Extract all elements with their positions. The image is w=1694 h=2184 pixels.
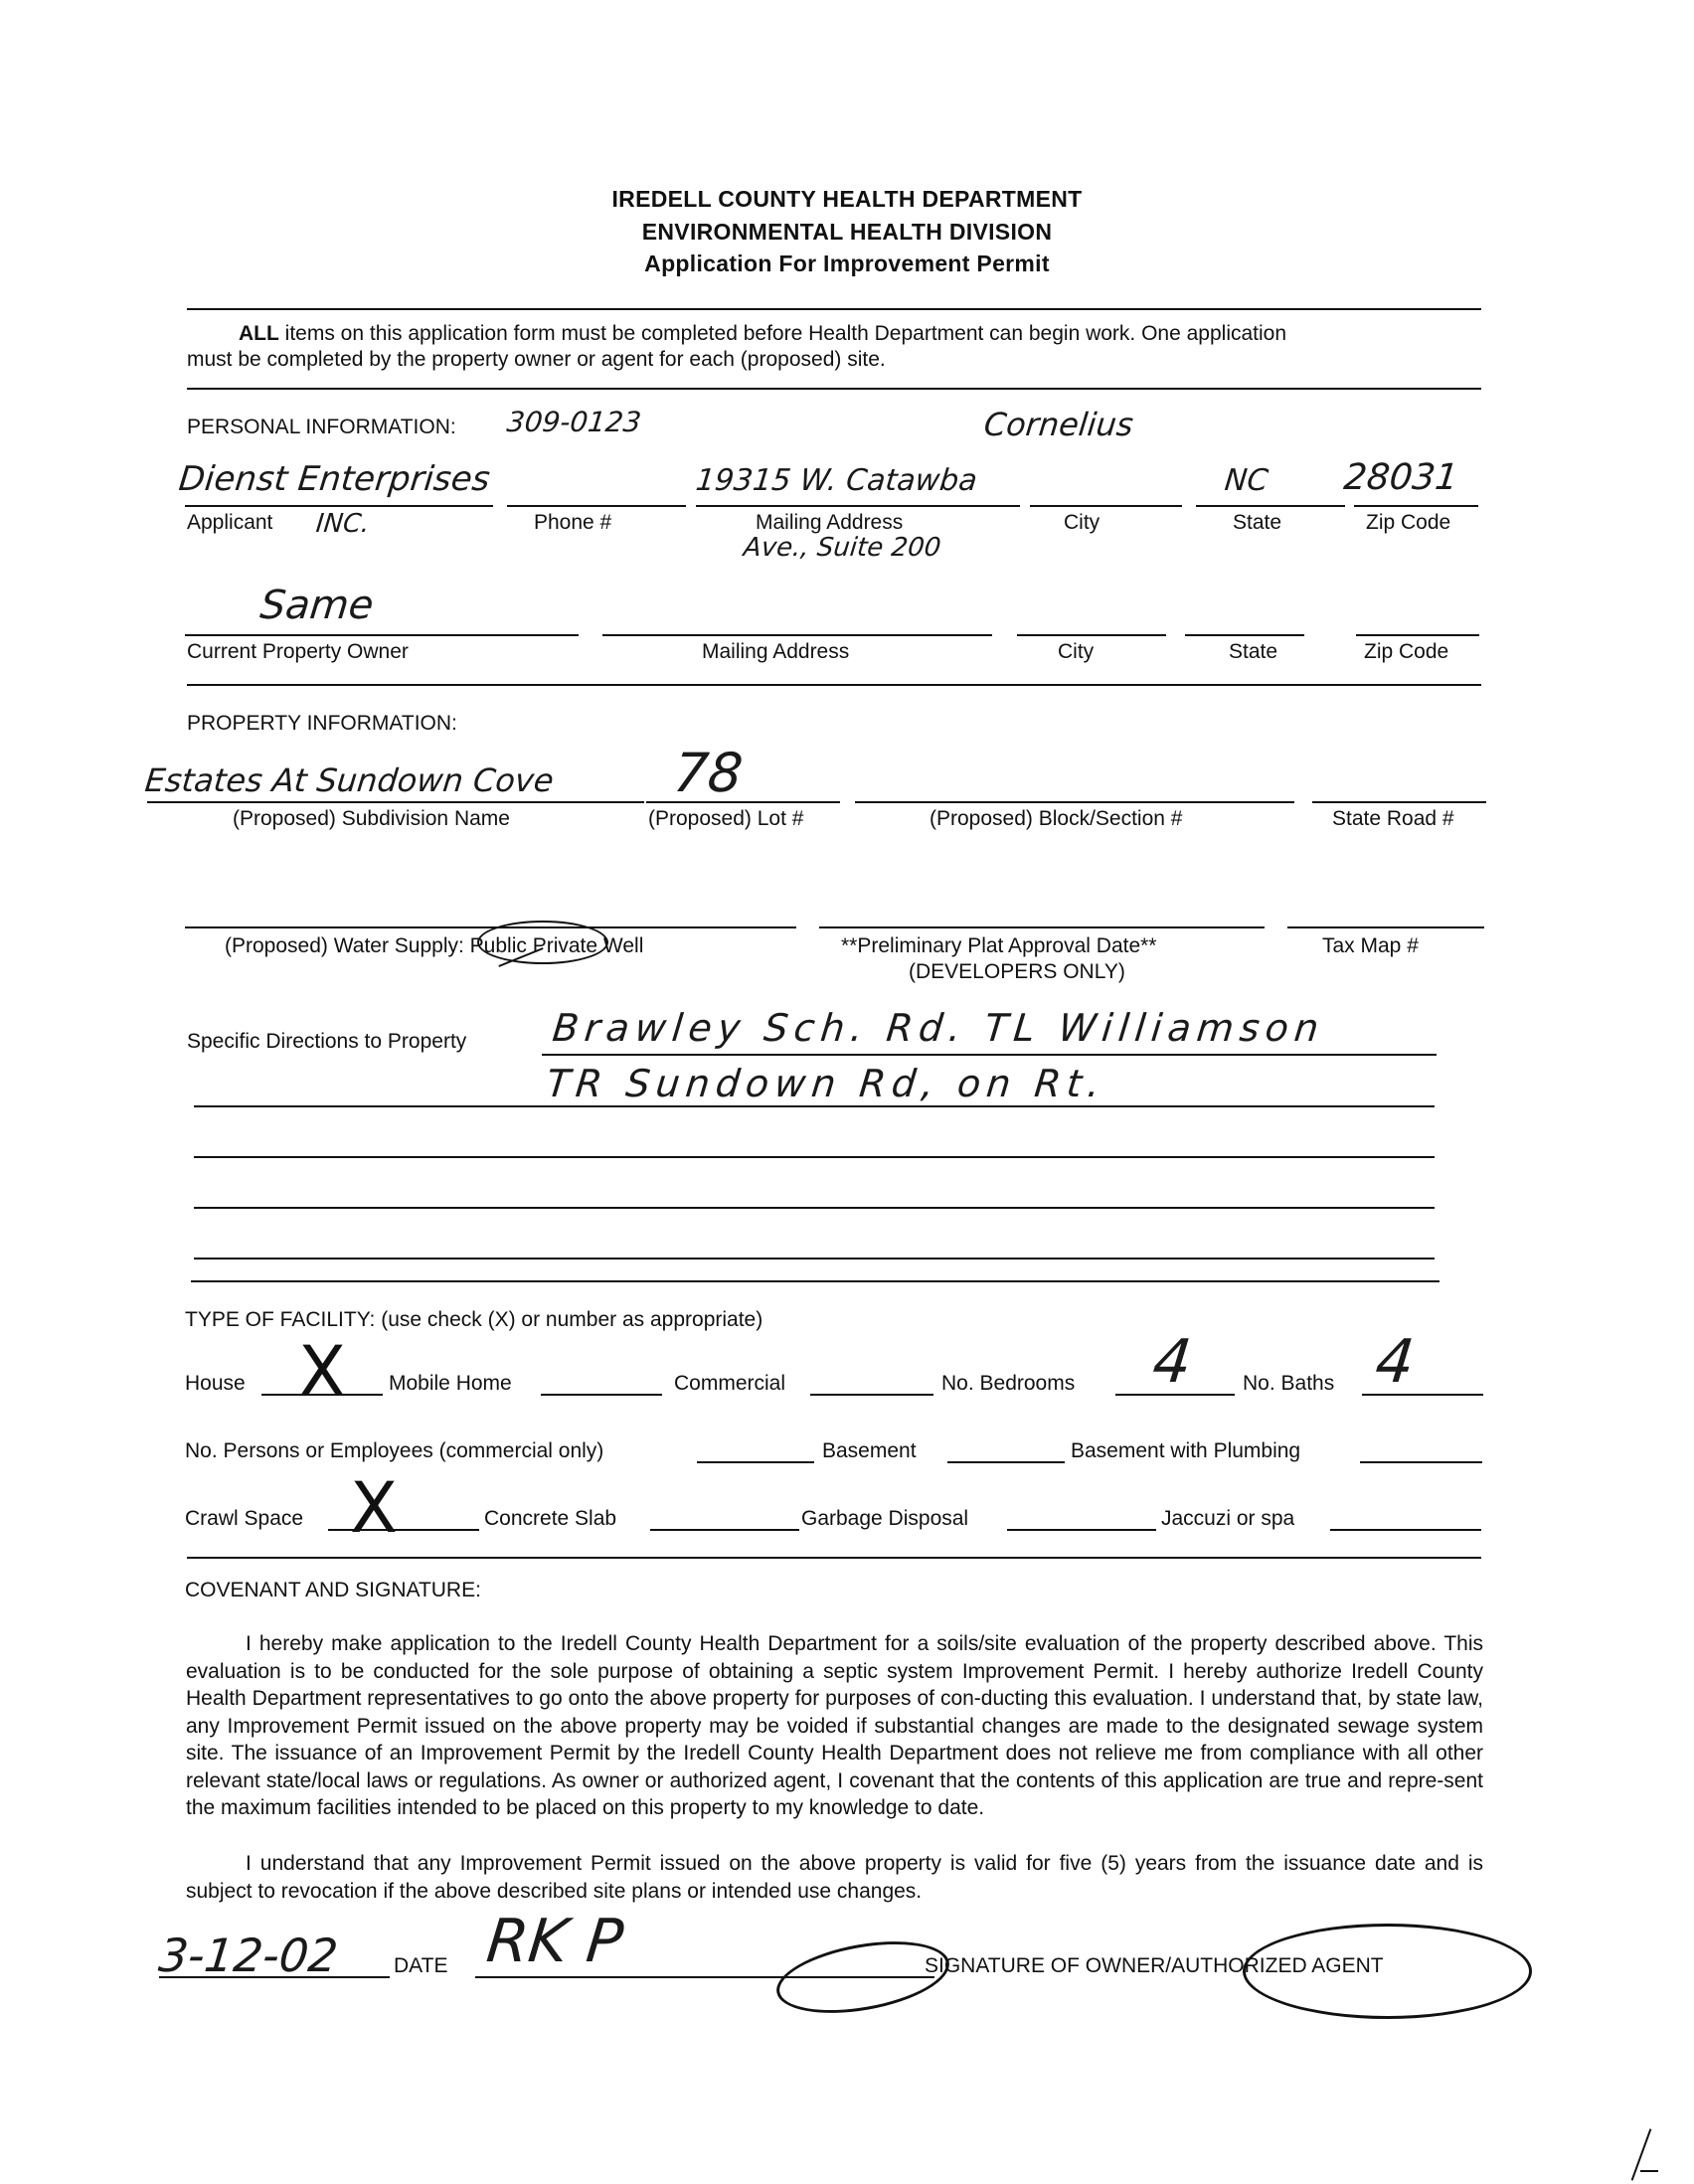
- file-number: 309-0123: [505, 406, 643, 438]
- plat-date-line: [819, 926, 1265, 928]
- owner-zip-label: Zip Code: [1364, 640, 1449, 663]
- intro-line-2: must be completed by the property owner or agent for each (proposed) site.: [187, 348, 886, 371]
- covenant-paragraph-2: [186, 1850, 1483, 1905]
- house-check-mark: X: [298, 1331, 346, 1413]
- subdivision-label: (Proposed) Subdivision Name: [233, 807, 510, 830]
- scan-artifact: [1631, 2128, 1652, 2180]
- divider: [187, 684, 1481, 686]
- divider: [187, 1557, 1481, 1559]
- state-road-line: [1312, 801, 1486, 803]
- garbage-disposal-field[interactable]: [1007, 1529, 1156, 1531]
- jacuzzi-label: Jaccuzi or spa: [1161, 1507, 1295, 1530]
- baths-value: 4: [1372, 1327, 1418, 1397]
- bedrooms-value: 4: [1149, 1327, 1195, 1397]
- applicant-name-value[interactable]: Dienst Enterprises: [176, 459, 492, 499]
- signature-value[interactable]: RK P: [483, 1907, 626, 1976]
- garbage-disposal-label: Garbage Disposal: [801, 1507, 969, 1530]
- directions-line-6: [191, 1280, 1440, 1282]
- directions-line-2-value[interactable]: TR Sundown Rd, on Rt.: [544, 1062, 1108, 1105]
- phone-line: [507, 505, 686, 507]
- basement-label: Basement: [822, 1439, 917, 1462]
- applicant-label: Applicant: [187, 511, 273, 534]
- lot-value[interactable]: 78: [670, 742, 747, 804]
- scan-artifact: [1640, 2170, 1658, 2172]
- directions-line-2: [194, 1105, 1435, 1107]
- public-selection-circle: [477, 921, 608, 964]
- owner-line: [185, 634, 579, 636]
- directions-line-4: [194, 1207, 1435, 1209]
- owner-state-line: [1185, 634, 1304, 636]
- mobile-home-label: Mobile Home: [389, 1372, 512, 1395]
- owner-state-label: State: [1229, 640, 1278, 663]
- address-label: Mailing Address: [756, 511, 904, 534]
- baths-label: No. Baths: [1243, 1372, 1335, 1395]
- divider: [187, 388, 1481, 390]
- directions-line-1: [542, 1054, 1437, 1056]
- persons-field[interactable]: [697, 1461, 814, 1463]
- owner-address-line: [602, 634, 992, 636]
- subdivision-line: [147, 801, 644, 803]
- applicant-state-value[interactable]: NC: [1223, 463, 1270, 498]
- divider: [187, 308, 1481, 310]
- persons-label: No. Persons or Employees (commercial only): [185, 1439, 604, 1462]
- directions-line-1-value[interactable]: Brawley Sch. Rd. TL Williamson: [550, 1006, 1327, 1050]
- signature-label: SIGNATURE OF OWNER/AUTHORIZED AGENT: [925, 1954, 1384, 1977]
- basement-plumbing-label: Basement with Plumbing: [1071, 1439, 1301, 1462]
- commercial-label: Commercial: [674, 1372, 786, 1395]
- plat-approval-label: **Preliminary Plat Approval Date**: [841, 934, 1157, 957]
- owner-city-line: [1017, 634, 1166, 636]
- bedrooms-label: No. Bedrooms: [941, 1372, 1076, 1395]
- owner-name-value[interactable]: Same: [257, 583, 376, 628]
- date-line: [159, 1976, 390, 1978]
- city-label: City: [1064, 511, 1101, 534]
- concrete-slab-field[interactable]: [650, 1529, 799, 1531]
- zip-label: Zip Code: [1366, 511, 1451, 534]
- owner-address-label: Mailing Address: [702, 640, 850, 663]
- form-title: Application For Improvement Permit: [644, 251, 1050, 276]
- commercial-field[interactable]: [810, 1394, 933, 1396]
- address-line: [696, 505, 1020, 507]
- directions-line-3: [194, 1156, 1435, 1158]
- state-label: State: [1233, 511, 1282, 534]
- date-label: DATE: [394, 1954, 448, 1977]
- covenant-text-1: I hereby make application to the Iredell County Health Department for a soils/site evaluation of the property described above. This evaluation is to be conducted for the sole purpose of obtaining a septic system Improvement Permit. I hereby authorize Iredell County Health Department representatives to go onto the above property for purposes of con-ducting this evaluation. I understand that, by state law, any Improvement Permit issued on the above property may be voided if substantial changes are made to the designated sewage system site. The issuance of an Improvement Permit by the Iredell County Health Department does not relieve me from compliance with all other relevant state/local laws or regulations. As owner or authorized agent, I covenant that the contents of this application are true and repre-sent the maximum facilities intended to be placed on this property to my knowledge to date.: [186, 1632, 1483, 1819]
- tax-map-label: Tax Map #: [1322, 934, 1419, 957]
- applicant-address-value[interactable]: 19315 W. Catawba: [694, 463, 979, 498]
- jacuzzi-field[interactable]: [1330, 1529, 1481, 1531]
- state-road-label: State Road #: [1332, 807, 1454, 830]
- department-title: IREDELL COUNTY HEALTH DEPARTMENT: [611, 186, 1083, 212]
- owner-label: Current Property Owner: [187, 640, 409, 663]
- concrete-slab-label: Concrete Slab: [484, 1507, 617, 1530]
- lot-label: (Proposed) Lot #: [648, 807, 804, 830]
- city-line: [1030, 505, 1182, 507]
- intro-line-1: [239, 322, 1286, 346]
- covenant-heading: COVENANT AND SIGNATURE:: [185, 1579, 481, 1601]
- block-line: [855, 801, 1294, 803]
- directions-line-5: [194, 1258, 1435, 1260]
- applicant-city-value[interactable]: Cornelius: [982, 406, 1135, 443]
- mobile-home-field[interactable]: [541, 1394, 662, 1396]
- intro-bold: ALL: [239, 322, 279, 345]
- intro-text: items on this application form must be completed before Health Department can begin work. One application: [278, 322, 1287, 345]
- applicant-address-continued: Ave., Suite 200: [742, 533, 942, 563]
- state-line: [1196, 505, 1345, 507]
- tax-map-line: [1287, 926, 1484, 928]
- zip-line: [1354, 505, 1478, 507]
- water-option-private-well[interactable]: Private Well: [526, 934, 644, 957]
- basement-field[interactable]: [947, 1461, 1065, 1463]
- water-supply-text: (Proposed) Water Supply:: [225, 934, 470, 957]
- applicant-line: [185, 505, 493, 507]
- subdivision-value[interactable]: Estates At Sundown Cove: [143, 761, 556, 799]
- directions-label: Specific Directions to Property: [187, 1030, 467, 1053]
- date-value[interactable]: 3-12-02: [156, 1929, 341, 1982]
- owner-city-label: City: [1058, 640, 1095, 663]
- covenant-paragraph-1: [186, 1630, 1483, 1822]
- house-label: House: [185, 1372, 246, 1395]
- owner-zip-line: [1356, 634, 1479, 636]
- phone-label: Phone #: [534, 511, 612, 534]
- water-option-public[interactable]: Public: [469, 934, 527, 957]
- developers-only-label: (DEVELOPERS ONLY): [909, 960, 1125, 983]
- crawl-space-label: Crawl Space: [185, 1507, 304, 1530]
- applicant-zip-value[interactable]: 28031: [1341, 457, 1460, 498]
- personal-info-heading: PERSONAL INFORMATION:: [187, 416, 456, 438]
- covenant-text-2: I understand that any Improvement Permit issued on the above property is valid for five (5) years from the issuance date and is subject to revocation if the above described site plans or intended use changes.: [186, 1852, 1483, 1903]
- facility-heading: TYPE OF FACILITY: (use check (X) or number as appropriate): [185, 1308, 763, 1331]
- crawl-space-check-mark: X: [350, 1467, 398, 1549]
- basement-plumbing-field[interactable]: [1360, 1461, 1482, 1463]
- property-info-heading: PROPERTY INFORMATION:: [187, 712, 457, 735]
- applicant-name-continued: INC.: [314, 509, 372, 539]
- authorized-agent-selection-circle: [1243, 1924, 1532, 2019]
- lot-line: [646, 801, 840, 803]
- division-title: ENVIRONMENTAL HEALTH DIVISION: [641, 219, 1053, 245]
- block-label: (Proposed) Block/Section #: [930, 807, 1183, 830]
